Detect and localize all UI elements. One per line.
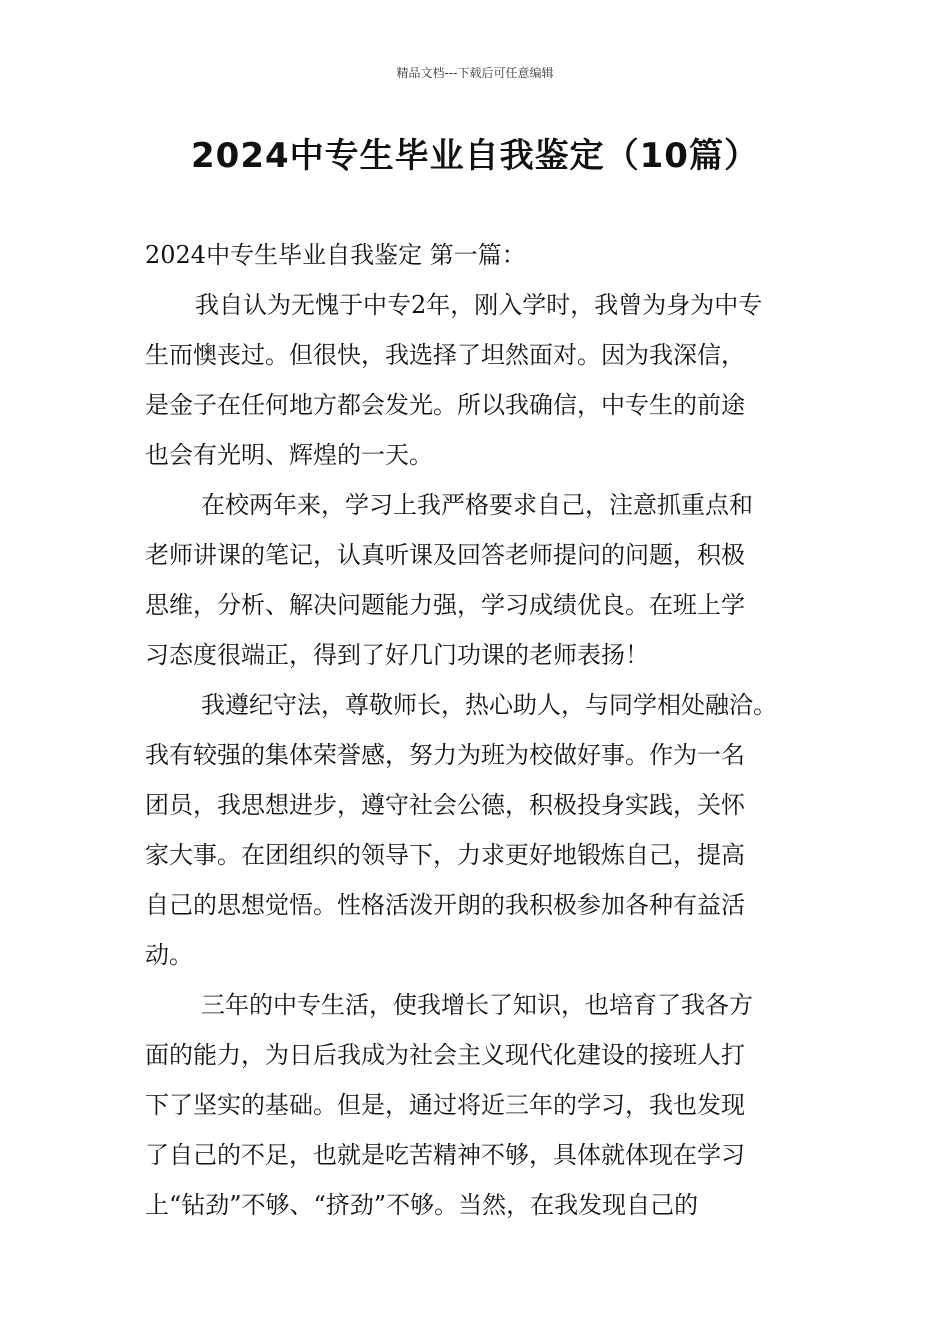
paragraph-line: 是金子在任何地方都会发光。所以我确信，中专生的前途 — [145, 391, 745, 419]
document-title: 2024中专生毕业自我鉴定（10篇） — [191, 136, 759, 176]
paragraph-line: 我遵纪守法，尊敬师长，热心助人，与同学相处融洽。 — [201, 691, 777, 719]
paragraph-line: 在校两年来，学习上我严格要求自己，注意抓重点和 — [201, 491, 753, 519]
paragraph-line: 生而懊丧过。但很快，我选择了坦然面对。因为我深信， — [145, 341, 745, 369]
paragraph-line: 我有较强的集体荣誉感，努力为班为校做好事。作为一名 — [145, 741, 745, 769]
paragraph-line: 家大事。在团组织的领导下，力求更好地锻炼自己，提高 — [145, 841, 745, 869]
paragraph-line: 动。 — [145, 941, 193, 969]
paragraph-line: 了自己的不足，也就是吃苦精神不够，具体就体现在学习 — [145, 1141, 745, 1169]
paragraph-line: 我自认为无愧于中专2年，刚入学时，我曾为身为中专 — [195, 291, 763, 319]
paragraph-line: 下了坚实的基础。但是，通过将近三年的学习，我也发现 — [145, 1091, 745, 1119]
paragraph-line: 面的能力，为日后我成为社会主义现代化建设的接班人打 — [145, 1041, 745, 1069]
paragraph-line: 思维，分析、解决问题能力强，学习成绩优良。在班上学 — [145, 591, 745, 619]
paragraph-line: 习态度很端正，得到了好几门功课的老师表扬！ — [145, 641, 649, 669]
paragraph-line: 团员，我思想进步，遵守社会公德，积极投身实践，关怀 — [145, 791, 745, 819]
paragraph-line: 也会有光明、辉煌的一天。 — [145, 441, 433, 469]
paragraph-line: 三年的中专生活，使我增长了知识，也培育了我各方 — [201, 991, 753, 1019]
section-heading: 2024中专生毕业自我鉴定 第一篇： — [145, 241, 526, 269]
page-header: 精品文档---下载后可任意编辑 — [396, 66, 554, 80]
paragraph-line: 自己的思想觉悟。性格活泼开朗的我积极参加各种有益活 — [145, 891, 745, 919]
paragraph-line: 老师讲课的笔记，认真听课及回答老师提问的问题，积极 — [145, 541, 745, 569]
document-body — [145, 230, 835, 1230]
paragraph-line: 上“钻劲”不够、“挤劲”不够。当然，在我发现自己的 — [145, 1191, 699, 1219]
